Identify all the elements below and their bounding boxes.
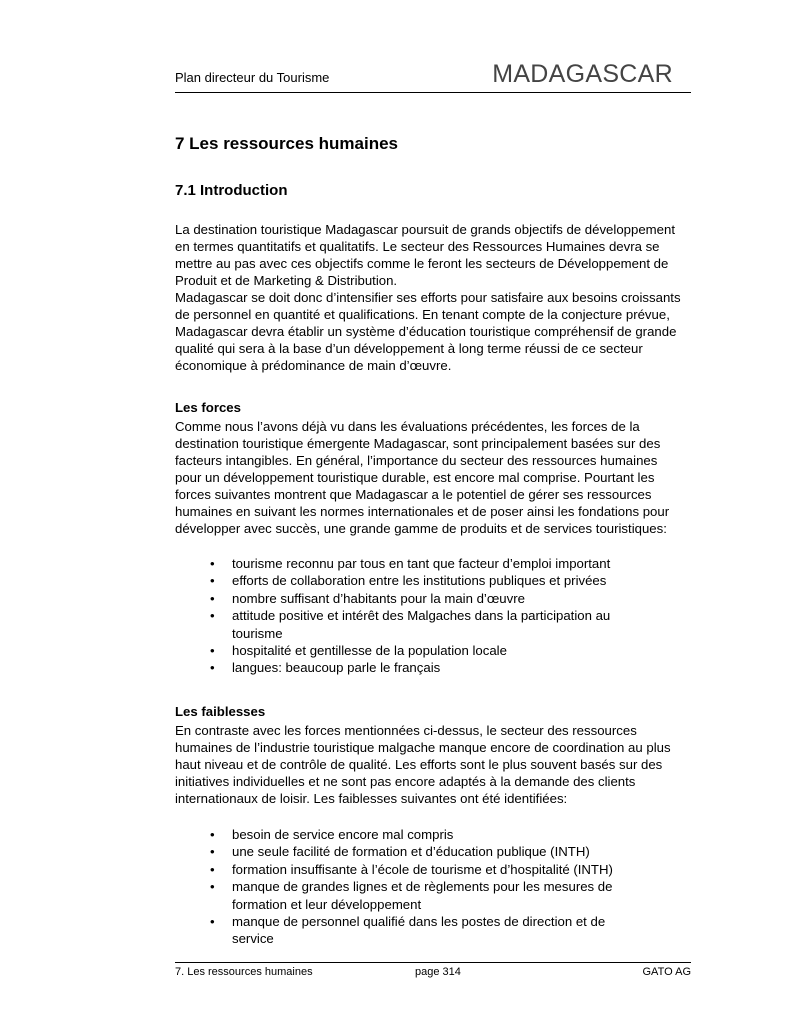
forces-line: forces suivantes montrent que Madagascar a le potentiel de gérer ses ressources [175,487,652,502]
page-header [175,58,691,93]
list-item-text: service [232,931,274,947]
list-item [175,843,695,860]
bullet-icon: • [210,556,215,571]
list-item-text: manque de grandes lignes et de règlements pour les mesures de [232,879,613,895]
forces-line: facteurs intangibles. En général, l’importance du secteur des ressources humaines [175,453,658,468]
list-item-text: nombre suffisant d’habitants pour la main d’œuvre [232,590,525,606]
forces-list [175,555,695,677]
list-item [175,913,695,948]
bullet-icon: • [210,643,215,659]
bullet-icon: • [210,844,215,860]
faiblesses-line: humaines de l’industrie touristique malgache manque encore de coordination au plus [175,740,671,755]
header-document-title: Plan directeur du Tourisme [175,70,330,85]
faiblesses-paragraph [175,722,695,807]
list-item-text: efforts de collaboration entre les institutions publiques et privées [232,573,607,589]
chapter-title: 7 Les ressources humaines [175,134,399,153]
faiblesses-list [175,826,695,948]
forces-paragraph [175,418,695,537]
bullet-icon: • [210,660,215,676]
forces-line: pour un développement touristique durable, est encore mal comprise. Pourtant les [175,470,655,485]
list-item [175,878,695,913]
bullet-icon: • [210,590,215,606]
intro-line: La destination touristique Madagascar poursuit de grands objectifs de développement [175,222,675,237]
bullet-icon: • [210,861,215,877]
intro-line: économique à prédominance de main d’œuvre. [175,358,452,373]
intro-paragraph [175,221,695,374]
list-item [175,607,695,642]
intro-line: Madagascar devra établir un système d’éducation touristique compréhensif de grande [175,324,677,339]
list-item-text: besoin de service encore mal compris [232,827,454,842]
faiblesses-heading: Les faiblesses [175,704,266,719]
list-item-text: tourisme [232,625,283,641]
list-item-text: manque de personnel qualifié dans les postes de direction et de [232,914,606,930]
footer-page-number: page 314 [415,966,461,978]
forces-line: destination touristique émergente Madagascar, sont principalement basées sur des [175,436,661,451]
intro-line: en termes quantitatifs et qualitatifs. Le secteur des Ressources Humaines devra se [175,239,660,254]
list-item-text: hospitalité et gentillesse de la population locale [232,643,507,659]
bullet-icon: • [210,879,215,895]
list-item [175,861,695,878]
section-title: 7.1 Introduction [175,182,288,199]
forces-line: Comme nous l’avons déjà vu dans les évaluations précédentes, les forces de la [175,419,640,434]
footer-chapter: 7. Les ressources humaines [175,966,313,978]
list-item-text: formation et leur développement [232,896,422,912]
footer-company: GATO AG [642,966,691,978]
list-item [175,642,695,659]
forces-line: humaines en suivant les normes internationales et de poser ainsi les fondations pour [175,504,670,519]
page-footer [175,962,691,978]
list-item [175,590,695,607]
faiblesses-line: haut niveau et de contrôle de qualité. Les efforts sont le plus souvent basés sur des [175,757,663,772]
faiblesses-line: internationaux de loisir. Les faiblesses suivantes ont été identifiées: [175,791,568,806]
list-item-text: langues: beaucoup parle le français [232,660,441,676]
list-item-text: attitude positive et intérêt des Malgaches dans la participation au [232,608,611,624]
bullet-icon: • [210,827,215,842]
intro-line: Madagascar se doit donc d’intensifier ses efforts pour satisfaire aux besoins croissants [175,290,681,305]
bullet-icon: • [210,608,215,624]
forces-heading: Les forces [175,400,241,415]
list-item-text: formation insuffisante à l’école de tourisme et d’hospitalité (INTH) [232,861,613,877]
list-item [175,659,695,676]
intro-line: Produit et de Marketing & Distribution. [175,273,398,288]
intro-line: qualité qui sera à la base d’un développement à long terme réussi de ce secteur [175,341,643,356]
list-item [175,572,695,589]
bullet-icon: • [210,573,215,589]
forces-line: développer avec succès, une grande gamme de produits et de services touristiques: [175,521,667,536]
intro-line: de personnel en quantité et qualifications. En tenant compte de la conjecture prévue, [175,307,670,322]
header-country-title: MADAGASCAR [492,60,673,88]
faiblesses-line: En contraste avec les forces mentionnées ci-dessus, le secteur des ressources [175,723,637,738]
list-item-text: une seule facilité de formation et d’éducation publique (INTH) [232,844,590,860]
intro-line: mettre au pas avec ces objectifs comme le feront les secteurs de Développement de [175,256,669,271]
list-item-text: tourisme reconnu par tous en tant que facteur d’emploi important [232,556,611,571]
faiblesses-line: initiatives individuelles et ne sont pas encore adaptés à la demande des clients [175,774,636,789]
list-item [175,555,695,572]
bullet-icon: • [210,914,215,930]
list-item [175,826,695,843]
